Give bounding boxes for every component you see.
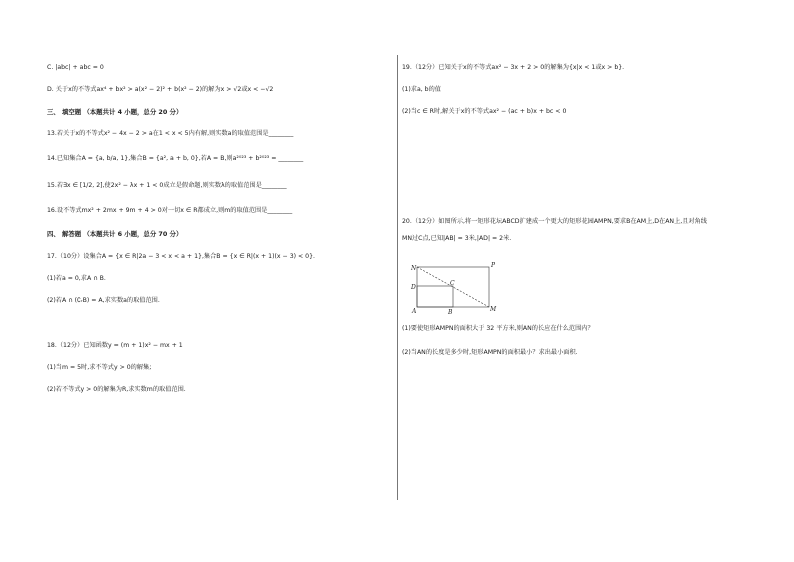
rectangle-abcd [417,286,453,307]
question-20-line-1: 20.（12分）如图所示,将一矩形花坛ABCD扩建成一个更大的矩形花园AMPN,要求B在AM上,D在AN上,且对角线 [402,218,707,225]
question-19-part-2: (2)当c ∈ R时,解关于x的不等式ax² − (ac + b)x + bc < 0 [402,108,567,115]
rectangle-garden-figure [407,262,497,314]
question-18-part-2: (2)若不等式y > 0的解集为R,求实数m的取值范围. [47,386,186,393]
question-13: 13.若关于x的不等式x² − 4x − 2 > a在1 < x < 5内有解,则实数a的取值范围是________ [47,130,294,137]
label-c: C [450,280,455,287]
option-d: D. 关于x的不等式ax⁴ + bx² > a(x² − 2)² + b(x² − 2)的解为x > √2或x < −√2 [47,86,274,93]
question-18: 18.（12分）已知函数y = (m + 1)x² − mx + 1 [47,342,183,349]
question-20-line-2: MN过C点,已知|AB| = 3米,|AD| = 2米. [402,235,512,242]
section-answer-title: 四、 解答题 （本题共计 6 小题，总分 70 分） [47,230,183,238]
question-19-part-1: (1)求a, b的值 [402,86,441,93]
question-16: 16.设不等式mx² + 2mx + 9m + 4 > 0对一切x ∈ R都成立,则m的取值范围是________ [47,207,293,214]
label-a: A [412,308,417,314]
question-17-part-1: (1)若a = 0,求A ∩ B. [47,275,106,282]
label-m: M [490,306,497,313]
question-18-part-1: (1)当m = 5时,求不等式y > 0的解集; [47,364,152,371]
question-15: 15.若∃x ∈ [1/2, 2],使2x² − λx + 1 < 0成立是假命题,则实数λ的取值范围是________ [47,182,287,189]
column-divider [397,55,398,500]
section-fill-blank-title: 三、 填空题 （本题共计 4 小题，总分 20 分） [47,108,183,116]
label-d: D [411,284,416,291]
option-c: C. |abc| + abc = 0 [47,64,104,71]
question-17-part-2: (2)若A ∩ (∁ᵣB) = A,求实数a的取值范围. [47,297,160,304]
label-b: B [448,309,453,314]
question-20-part-2: (2)当AN的长度是多少时,矩形AMPN的面积最小？求出最小面积. [402,349,578,356]
question-19: 19.（12分）已知关于x的不等式ax² − 3x + 2 > 0的解集为{x|x < 1或x > b}. [402,64,625,71]
label-p: P [491,262,496,269]
question-14: 14.已知集合A = {a, b/a, 1},集合B = {a², a + b, 0},若A = B,则a²⁰²³ + b²⁰²³ = ________ [47,155,304,162]
question-20-part-1: (1)要使矩形AMPN的面积大于 32 平方米,则AN的长应在什么范围内？ [402,325,594,332]
label-n: N [411,265,417,272]
question-17: 17.（10分）设集合A = {x ∈ R|2a − 3 < x < a + 1},集合B = {x ∈ R|(x + 1)(x − 3) < 0}. [47,253,316,260]
